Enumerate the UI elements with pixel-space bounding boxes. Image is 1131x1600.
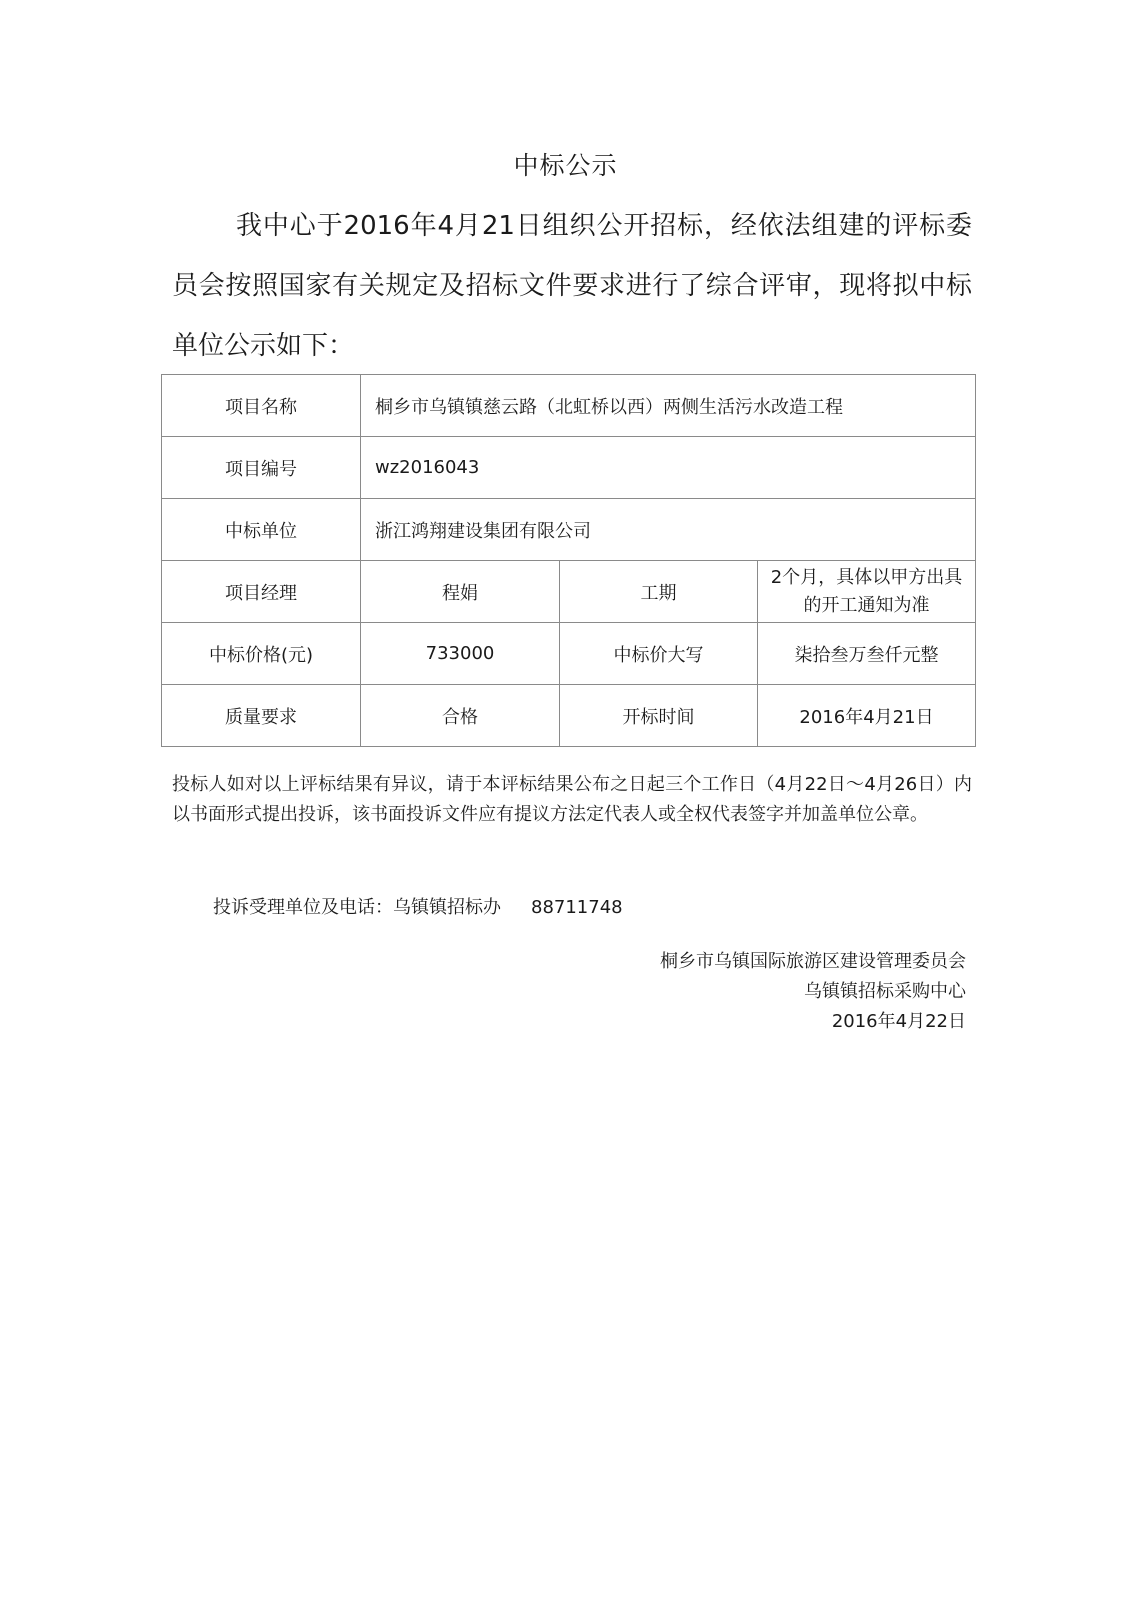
- manager-value: 程娟: [361, 561, 560, 623]
- signature-date: 2016年4月22日: [831, 1011, 966, 1032]
- table-row: [162, 437, 976, 499]
- winner-label: 中标单位: [162, 499, 361, 561]
- price-caps-value: 柒拾叁万叁仟元整: [758, 623, 976, 685]
- complaint-phone: 88711748: [531, 897, 623, 918]
- quality-value: 合格: [361, 685, 560, 747]
- project-number-label: 项目编号: [162, 437, 361, 499]
- project-name-value: 桐乡市乌镇镇慈云路（北虹桥以西）两侧生活污水改造工程: [361, 375, 976, 437]
- opening-label: 开标时间: [560, 685, 758, 747]
- project-number-value: wz2016043: [361, 437, 976, 499]
- signature-block: [660, 947, 966, 1037]
- objection-notice: 投标人如对以上评标结果有异议，请于本评标结果公布之日起三个工作日（4月22日～4月26日）内以书面形式提出投诉，该书面投诉文件应有提议方法定代表人或全权代表签字并加盖单位公章。: [172, 774, 972, 825]
- duration-value: 2个月，具体以甲方出具的开工通知为准: [758, 561, 976, 623]
- price-caps-label: 中标价大写: [560, 623, 758, 685]
- table-row: [162, 623, 976, 685]
- complaint-contact: [213, 893, 623, 923]
- page-title: 中标公示: [513, 151, 618, 180]
- duration-label: 工期: [560, 561, 758, 623]
- opening-value: 2016年4月21日: [758, 685, 976, 747]
- table-row: [162, 561, 976, 623]
- complaint-contact-label: 投诉受理单位及电话：乌镇镇招标办: [213, 897, 501, 918]
- table-row: [162, 685, 976, 747]
- signature-org-line1: 桐乡市乌镇国际旅游区建设管理委员会: [660, 951, 966, 972]
- intro-paragraph: [172, 196, 972, 376]
- table-row: [162, 375, 976, 437]
- award-table: [161, 374, 976, 747]
- signature-org-line2: 乌镇镇招标采购中心: [804, 981, 966, 1002]
- price-value: 733000: [361, 623, 560, 685]
- quality-label: 质量要求: [162, 685, 361, 747]
- winner-value: 浙江鸿翔建设集团有限公司: [361, 499, 976, 561]
- price-label: 中标价格(元): [162, 623, 361, 685]
- table-row: [162, 499, 976, 561]
- manager-label: 项目经理: [162, 561, 361, 623]
- project-name-label: 项目名称: [162, 375, 361, 437]
- intro-text: 我中心于2016年4月21日组织公开招标，经依法组建的评标委员会按照国家有关规定及招标文件要求进行了综合评审，现将拟中标单位公示如下：: [172, 211, 972, 361]
